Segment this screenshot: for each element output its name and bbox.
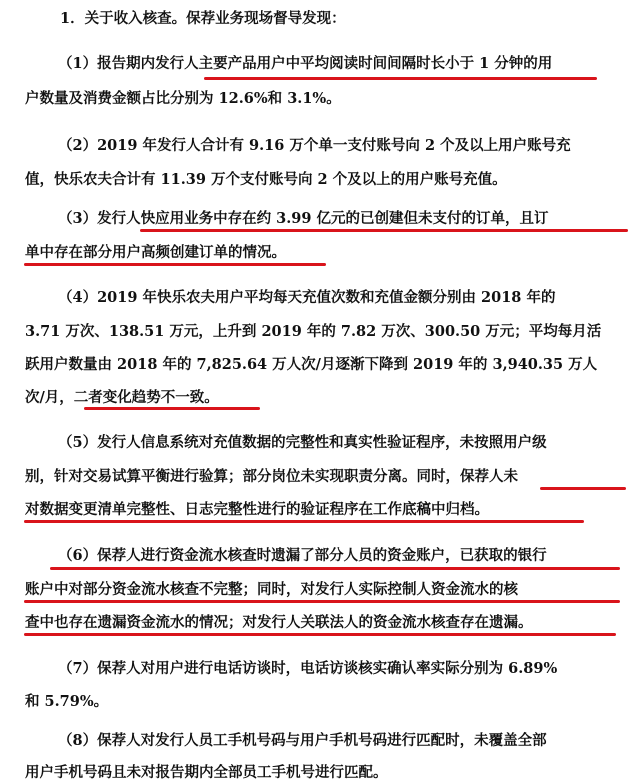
red-underline: [24, 633, 616, 636]
red-underline: [540, 487, 626, 490]
paragraph-line: 3.71 万次、138.51 万元，上升到 2019 年的 7.82 万次、300.50 万元；平均每月活: [25, 323, 602, 340]
paragraph-line: （6）保荐人进行资金流水核查时遗漏了部分人员的资金账户，已获取的银行: [58, 547, 547, 564]
red-underline: [24, 520, 584, 523]
paragraph-line: 用户手机号码且未对报告期内全部员工手机号进行匹配。: [25, 764, 388, 781]
section-heading: 1．关于收入核查。保荐业务现场督导发现：: [60, 10, 346, 27]
paragraph-line: （1）报告期内发行人主要产品用户中平均阅读时间间隔时长小于 1 分钟的用: [58, 55, 553, 72]
paragraph-line: 账户中对部分资金流水核查不完整；同时，对发行人实际控制人资金流水的核: [25, 581, 518, 598]
paragraph-line: （2）2019 年发行人合计有 9.16 万个单一支付账号向 2 个及以上用户账号充: [58, 137, 571, 154]
paragraph-line: （4）2019 年快乐农夫用户平均每天充值次数和充值金额分别由 2018 年的: [58, 289, 556, 306]
red-underline: [24, 600, 620, 603]
paragraph-line: 次/月，二者变化趋势不一致。: [25, 389, 219, 406]
red-underline: [140, 229, 628, 232]
red-underline: [24, 263, 326, 266]
red-underline: [84, 407, 260, 410]
paragraph-line: 对数据变更清单完整性、日志完整性进行的验证程序在工作底稿中归档。: [25, 501, 489, 518]
paragraph-line: 别，针对交易试算平衡进行验算；部分岗位未实现职责分离。同时，保荐人未: [25, 468, 518, 485]
paragraph-line: 户数量及消费金额占比分别为 12.6%和 3.1%。: [25, 90, 341, 107]
paragraph-line: 跃用户数量由 2018 年的 7,825.64 万人次/月逐渐下降到 2019 年的 3,940.35 万人: [25, 356, 598, 373]
paragraph-line: （7）保荐人对用户进行电话访谈时，电话访谈核实确认率实际分别为 6.89%: [58, 660, 558, 677]
paragraph-line: 和 5.79%。: [25, 693, 109, 710]
paragraph-line: 值，快乐农夫合计有 11.39 万个支付账号向 2 个及以上的用户账号充值。: [25, 171, 507, 188]
paragraph-line: （3）发行人快应用业务中存在约 3.99 亿元的已创建但未支付的订单，且订: [58, 210, 549, 227]
paragraph-line: 单中存在部分用户高频创建订单的情况。: [25, 244, 286, 261]
red-underline: [50, 567, 620, 570]
paragraph-line: （5）发行人信息系统对充值数据的完整性和真实性验证程序，未按照用户级: [58, 434, 547, 451]
paragraph-line: 查中也存在遗漏资金流水的情况；对发行人关联法人的资金流水核查存在遗漏。: [25, 614, 533, 631]
paragraph-line: （8）保荐人对发行人员工手机号码与用户手机号码进行匹配时，未覆盖全部: [58, 732, 547, 749]
red-underline: [204, 77, 597, 80]
